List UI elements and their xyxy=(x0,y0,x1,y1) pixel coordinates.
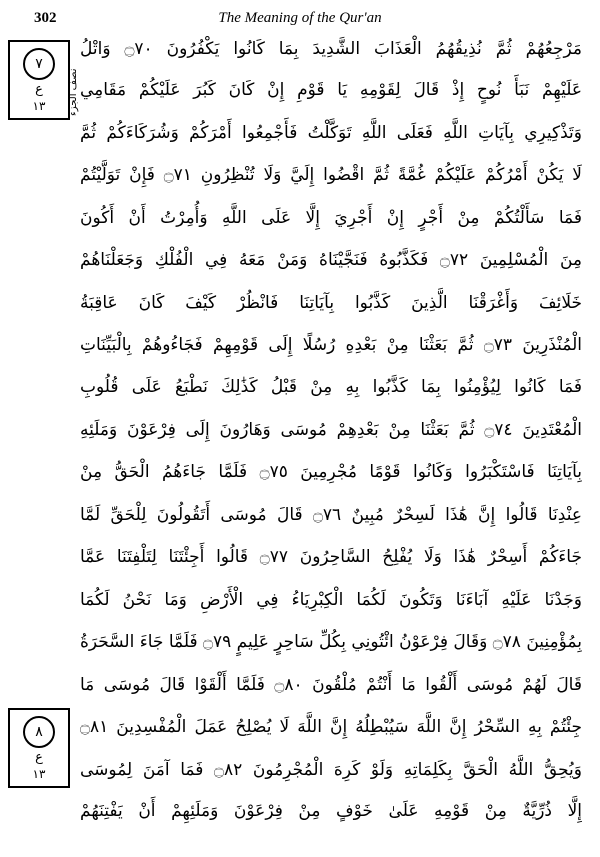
text-line: خَلَائِفَ وَأَغْرَقْنَا الَّذِينَ كَذَّبُوا بِآيَاتِنَا فَانْظُرْ كَيْفَ كَانَ عَاقِبَةُ xyxy=(80,293,582,313)
ruku-footer: ١٣ xyxy=(32,767,46,781)
text-line: جَاءَكُمْ أَسِحْرٌ هَٰذَا وَلَا يُفْلِحُ السَّاحِرُونَ ۝٧٧ قَالُوا أَجِئْتَنَا لِتَلْفِتَنَا عَمَّا xyxy=(80,547,582,567)
text-line: عَلَيْهِمْ نَبَأَ نُوحٍ إِذْ قَالَ لِقَوْمِهِ يَا قَوْمِ إِنْ كَانَ كَبُرَ عَلَيْكُمْ مَقَامِي xyxy=(80,80,582,100)
ruku-number: ٧ xyxy=(23,48,55,80)
half-juz-marginal-note: نصف الجزء xyxy=(68,68,79,116)
text-line: مِنَ الْمُسْلِمِينَ ۝٧٢ فَكَذَّبُوهُ فَنَجَّيْنَاهُ وَمَنْ مَعَهُ فِي الْفُلْكِ وَجَعَلْنَاهُمْ xyxy=(80,250,582,270)
text-line: الْمُعْتَدِينَ ۝٧٤ ثُمَّ بَعَثْنَا مِنْ بَعْدِهِمْ مُوسَى وَهَارُونَ إِلَى فِرْعَوْنَ وَمَلَئِهِ xyxy=(80,420,582,440)
text-line: بِآيَاتِنَا فَاسْتَكْبَرُوا وَكَانُوا قَوْمًا مُجْرِمِينَ ۝٧٥ فَلَمَّا جَاءَهُمُ الْحَقُّ مِنْ xyxy=(80,462,582,482)
arabic-text-block xyxy=(80,30,582,830)
ruku-number: ٨ xyxy=(23,716,55,748)
text-line: جِئْتُمْ بِهِ السِّحْرُ إِنَّ اللَّهَ سَيُبْطِلُهُ إِنَّ اللَّهَ لَا يُصْلِحُ عَمَلَ الْمُفْسِدِينَ ۝٨١ xyxy=(80,717,582,737)
text-line: مَرْجِعُهُمْ ثُمَّ نُذِيقُهُمُ الْعَذَابَ الشَّدِيدَ بِمَا كَانُوا يَكْفُرُونَ ۝٧٠ وَاتْلُ xyxy=(80,39,582,59)
ruku-label: ع xyxy=(35,82,43,97)
text-line: فَمَا كَانُوا لِيُؤْمِنُوا بِمَا كَذَّبُوا بِهِ مِنْ قَبْلُ كَذَٰلِكَ نَطْبَعُ عَلَى قُلُوبِ xyxy=(80,377,582,397)
ruku-label: ع xyxy=(35,750,43,765)
page-header xyxy=(0,8,600,30)
text-line: لَا يَكُنْ أَمْرُكُمْ عَلَيْكُمْ غُمَّةً ثُمَّ اقْضُوا إِلَيَّ وَلَا تُنْظِرُونِ ۝٧١ فَإِنْ تَوَلَّيْتُمْ xyxy=(80,165,582,185)
text-line: قَالَ لَهُمْ مُوسَى أَلْقُوا مَا أَنْتُمْ مُلْقُونَ ۝٨٠ فَلَمَّا أَلْقَوْا قَالَ مُوسَى مَا xyxy=(80,675,582,695)
ruku-marker-top xyxy=(8,40,70,120)
running-title: The Meaning of the Qur'an xyxy=(218,10,382,26)
text-line: وَتَذْكِيرِي بِآيَاتِ اللَّهِ فَعَلَى اللَّهِ تَوَكَّلْتُ فَأَجْمِعُوا أَمْرَكُمْ وَشُرَكَاءَكُمْ ثُمَّ xyxy=(80,123,582,143)
text-line: فَمَا سَأَلْتُكُمْ مِنْ أَجْرٍ إِنْ أَجْرِيَ إِلَّا عَلَى اللَّهِ وَأُمِرْتُ أَنْ أَكُونَ xyxy=(80,208,582,228)
text-line: الْمُنْذَرِينَ ۝٧٣ ثُمَّ بَعَثْنَا مِنْ بَعْدِهِ رُسُلًا إِلَى قَوْمِهِمْ فَجَاءُوهُمْ بِالْبَيِّنَاتِ xyxy=(80,335,582,355)
page-number: 302 xyxy=(34,10,57,26)
text-line: بِمُؤْمِنِينَ ۝٧٨ وَقَالَ فِرْعَوْنُ ائْتُونِي بِكُلِّ سَاحِرٍ عَلِيمٍ ۝٧٩ فَلَمَّا جَاءَ السَّحَرَةُ xyxy=(80,632,582,652)
text-line: وَجَدْنَا عَلَيْهِ آبَاءَنَا وَتَكُونَ لَكُمَا الْكِبْرِيَاءُ فِي الْأَرْضِ وَمَا نَحْنُ لَكُمَا xyxy=(80,590,582,610)
text-line: عِنْدِنَا قَالُوا إِنَّ هَٰذَا لَسِحْرٌ مُبِينٌ ۝٧٦ قَالَ مُوسَى أَتَقُولُونَ لِلْحَقِّ لَمَّا xyxy=(80,505,582,525)
text-line: إِلَّا ذُرِّيَّةٌ مِنْ قَوْمِهِ عَلَىٰ خَوْفٍ مِنْ فِرْعَوْنَ وَمَلَئِهِمْ أَنْ يَفْتِنَهُمْ xyxy=(80,801,582,821)
text-line: وَيُحِقُّ اللَّهُ الْحَقَّ بِكَلِمَاتِهِ وَلَوْ كَرِهَ الْمُجْرِمُونَ ۝٨٢ فَمَا آمَنَ لِمُوسَى xyxy=(80,760,582,780)
ruku-marker-bottom xyxy=(8,708,70,788)
ruku-footer: ١٣ xyxy=(32,99,46,113)
